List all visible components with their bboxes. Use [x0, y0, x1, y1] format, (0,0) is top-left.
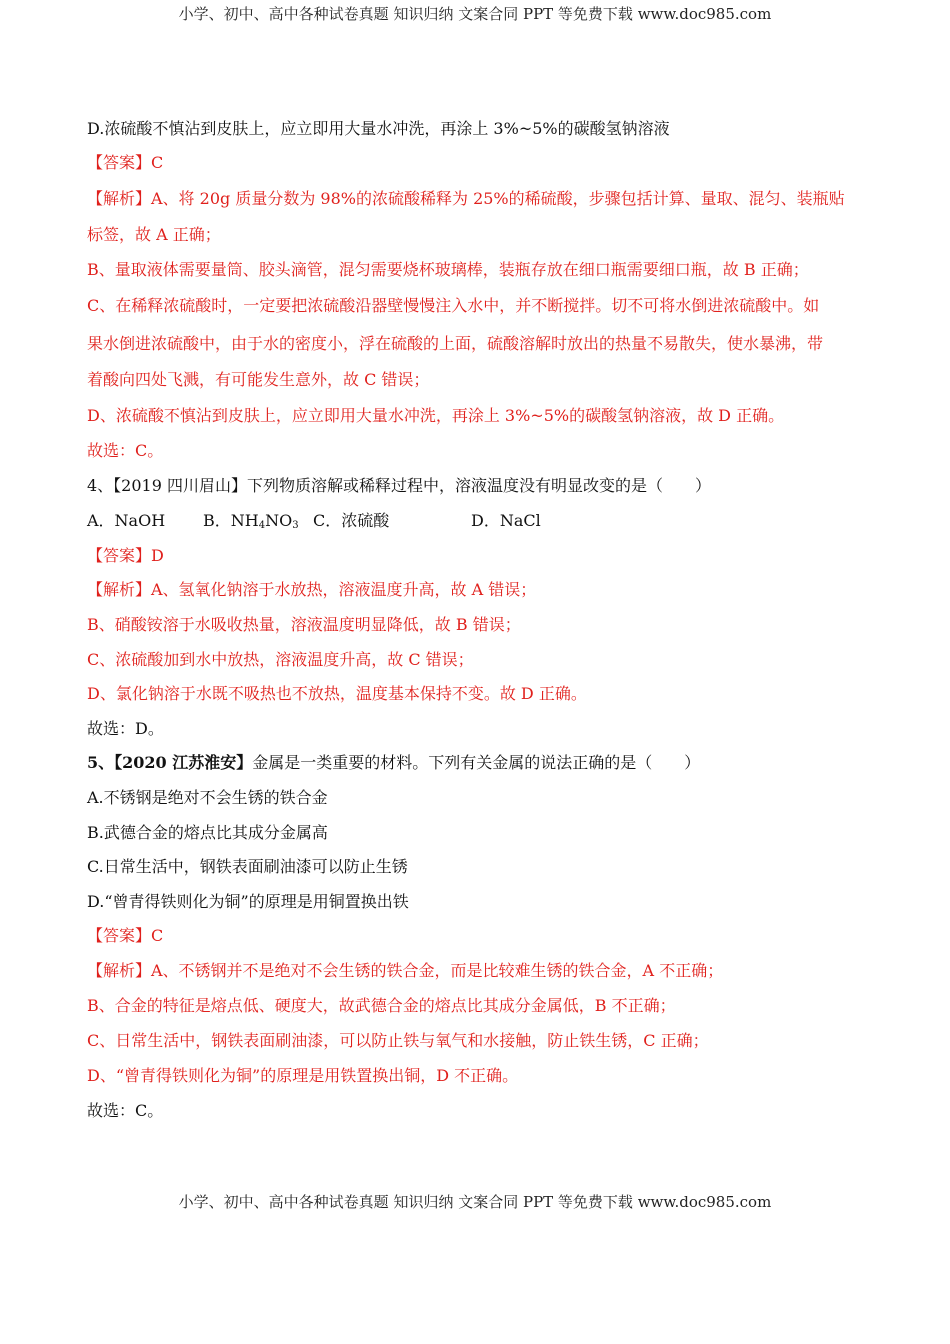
- q4-conclusion: 故选：D。: [87, 719, 164, 738]
- page-footer: 小学、初中、高中各种试卷真题 知识归纳 文案合同 PPT 等免费下载 www.doc985.com: [178, 1193, 772, 1211]
- q4-option-b-subscript: 4: [258, 520, 266, 531]
- q4-analysis-line: C、浓硫酸加到水中放热，溶液温度升高，故 C 错误；: [87, 650, 474, 669]
- q4-options: [87, 510, 541, 537]
- q3-analysis-line: 着酸向四处飞溅，有可能发生意外，故 C 错误；: [87, 370, 430, 389]
- q3-conclusion: 故选：C。: [87, 441, 164, 460]
- q5-option-b: B.武德合金的熔点比其成分金属高: [87, 823, 328, 842]
- q3-option-d: D.浓硫酸不慎沾到皮肤上，应立即用大量水冲洗，再涂上 3%~5%的碳酸氢钠溶液: [87, 119, 670, 138]
- q5-answer: 【答案】C: [87, 926, 164, 945]
- q5-option-d: D.“曾青得铁则化为铜”的原理是用铜置换出铁: [87, 892, 409, 911]
- q4-analysis-line: D、氯化钠溶于水既不吸热也不放热，温度基本保持不变。故 D 正确。: [87, 684, 587, 703]
- q4-option-a: A．NaOH: [87, 511, 166, 530]
- q4-analysis-line: B、硝酸铵溶于水吸收热量，溶液温度明显降低，故 B 错误；: [87, 615, 521, 634]
- q4-stem: 4、【2019 四川眉山】下列物质溶解或稀释过程中，溶液温度没有明显改变的是（ ）: [87, 476, 711, 495]
- q3-analysis-line: 【解析】A、将 20g 质量分数为 98%的浓硫酸稀释为 25%的稀硫酸，步骤包括计算、量取、混匀、装瓶贴: [87, 189, 845, 208]
- q4-analysis-line: 【解析】A、氢氧化钠溶于水放热，溶液温度升高，故 A 错误；: [87, 580, 537, 599]
- page-header: 小学、初中、高中各种试卷真题 知识归纳 文案合同 PPT 等免费下载 www.doc985.com: [178, 5, 772, 23]
- q5-analysis-line: C、日常生活中，钢铁表面刷油漆，可以防止铁与氧气和水接触，防止铁生锈，C 正确；: [87, 1031, 709, 1050]
- q3-analysis-line: 果水倒进浓硫酸中，由于水的密度小，浮在硫酸的上面，硫酸溶解时放出的热量不易散失，使水暴沸，带: [87, 334, 824, 353]
- q5-option-a: A.不锈钢是绝对不会生锈的铁合金: [87, 788, 328, 807]
- q5-analysis-line: D、“曾青得铁则化为铜”的原理是用铁置换出铜，D 不正确。: [87, 1066, 519, 1085]
- q5-source-tag: 5、【2020 江苏淮安】: [87, 753, 253, 772]
- q5-analysis-line: 【解析】A、不锈钢并不是绝对不会生锈的铁合金，而是比较难生锈的铁合金，A 不正确；: [87, 961, 724, 980]
- q5-stem-text: 金属是一类重要的材料。下列有关金属的说法正确的是（ ）: [252, 753, 701, 772]
- q3-analysis-line: 标签，故 A 正确；: [87, 225, 221, 244]
- q4-answer: 【答案】D: [87, 546, 164, 565]
- q5-conclusion: 故选：C。: [87, 1101, 164, 1120]
- q4-option-d: D．NaCl: [471, 511, 541, 530]
- q5-analysis-line: B、合金的特征是熔点低、硬度大，故武德合金的熔点比其成分金属低，B 不正确；: [87, 996, 676, 1015]
- q3-analysis-line: B、量取液体需要量筒、胶头滴管，混匀需要烧杯玻璃棒，装瓶存放在细口瓶需要细口瓶，故 B 正确；: [87, 260, 809, 279]
- q3-answer: 【答案】C: [87, 153, 164, 172]
- q4-option-b-subscript: 3: [292, 520, 299, 531]
- q4-option-c: C．浓硫酸: [313, 511, 390, 530]
- q5-option-c: C.日常生活中，钢铁表面刷油漆可以防止生锈: [87, 857, 408, 876]
- q5-stem: [87, 752, 700, 774]
- q4-option-b-text: B．NH: [203, 511, 259, 530]
- q3-analysis-line: D、浓硫酸不慎沾到皮肤上，应立即用大量水冲洗，再涂上 3%~5%的碳酸氢钠溶液，故 D 正确。: [87, 406, 785, 425]
- q4-option-b-text: NO: [265, 511, 293, 530]
- q4-option-b: [203, 510, 313, 537]
- q3-analysis-line: C、在稀释浓硫酸时，一定要把浓硫酸沿器壁慢慢注入水中，并不断搅拌。切不可将水倒进浓硫酸中。如: [87, 296, 820, 315]
